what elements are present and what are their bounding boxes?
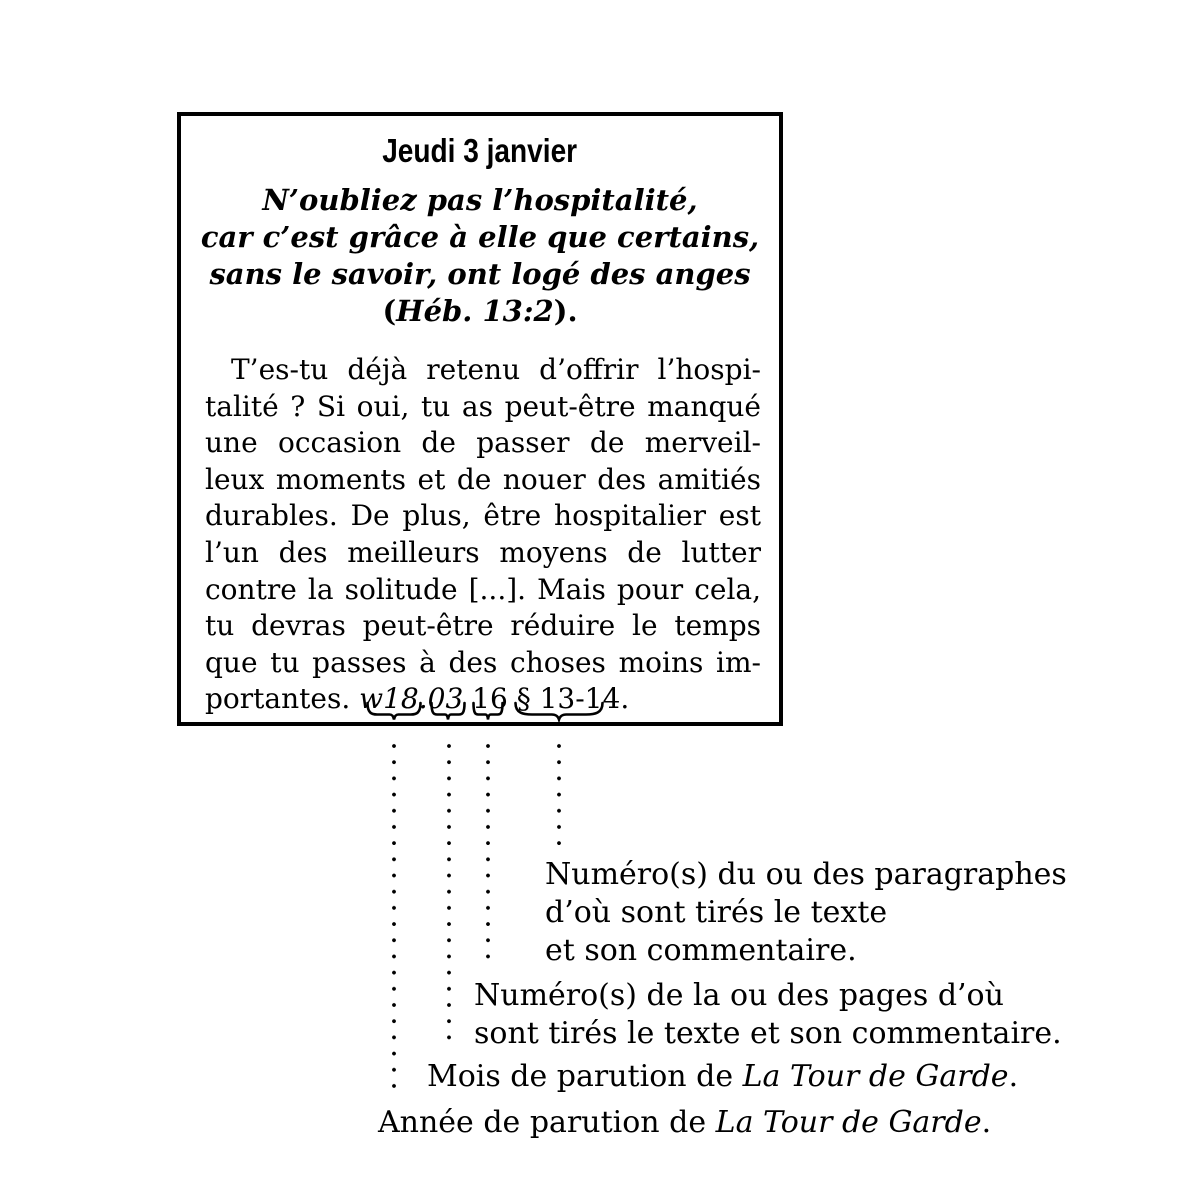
label-month-publication: La Tour de Garde [742,1059,1009,1094]
date-title-row [181,134,779,168]
label-paragraphs [545,856,1067,970]
label-year-text: Année de parution de [378,1105,716,1140]
citation-reference: Héb. 13:2 [396,294,554,328]
comment-line: une occasion de passer de merveil- [205,426,761,460]
label-paragraphs-line: Numéro(s) du ou des paragraphes [545,857,1067,892]
verse-line: sans le savoir, ont logé des anges [209,257,751,291]
comment-line: l’un des meilleurs moyens de lutter [205,535,761,569]
date-title: Jeudi 3 janvier [382,132,578,169]
comment-line: leux moments et de nouer des amitiés [205,462,761,496]
comment-line: que tu passes à des choses moins im- [205,645,761,679]
dotted-connector-year [391,742,397,1098]
verse-citation [181,293,779,330]
daily-text-card [177,112,783,726]
label-month-period: . [1008,1059,1019,1094]
dotted-connector-paragraphs [556,742,562,852]
dotted-connector-month [446,742,452,1044]
theme-verse [181,182,779,330]
comment-line: tu devras peut-être réduire le temps [205,609,761,643]
dotted-connector-page [485,742,491,964]
reference-prefix: portantes. [205,682,360,716]
underbrace-page-icon [472,701,504,723]
label-pages [474,977,1062,1053]
label-year-publication: La Tour de Garde [715,1105,982,1140]
label-pages-line: sont tirés le texte et son commentaire. [474,1016,1062,1051]
label-year [378,1104,991,1142]
underbrace-year-icon [366,701,422,723]
label-paragraphs-line: d’où sont tirés le texte [545,895,888,930]
comment-line: T’es-tu déjà retenu d’offrir l’hospi- [231,353,761,386]
reference-page-paragraphs: 16 § 13-14. [463,682,630,716]
citation-close-paren: ). [553,294,578,328]
label-pages-line: Numéro(s) de la ou des pages d’où [474,978,1004,1013]
comment-text [205,352,761,718]
citation-open-paren: ( [382,294,397,328]
verse-line: car c’est grâce à elle que certains, [200,220,760,254]
comment-line: durables. De plus, être hospitalier est [205,499,761,533]
label-paragraphs-line: et son commentaire. [545,933,857,968]
comment-line: contre la solitude [...]. Mais pour cela, [205,572,761,606]
comment-line: talité ? Si oui, tu as peut-être manqué [205,389,761,423]
label-month-text: Mois de parution de [427,1059,743,1094]
underbrace-paragraphs-icon [514,701,604,723]
watchtower-symbol: w18.03 [359,682,464,716]
label-month [427,1058,1018,1096]
verse-line: N’oubliez pas l’hospitalité, [262,183,698,217]
underbrace-month-icon [430,701,466,723]
label-year-period: . [981,1105,992,1140]
